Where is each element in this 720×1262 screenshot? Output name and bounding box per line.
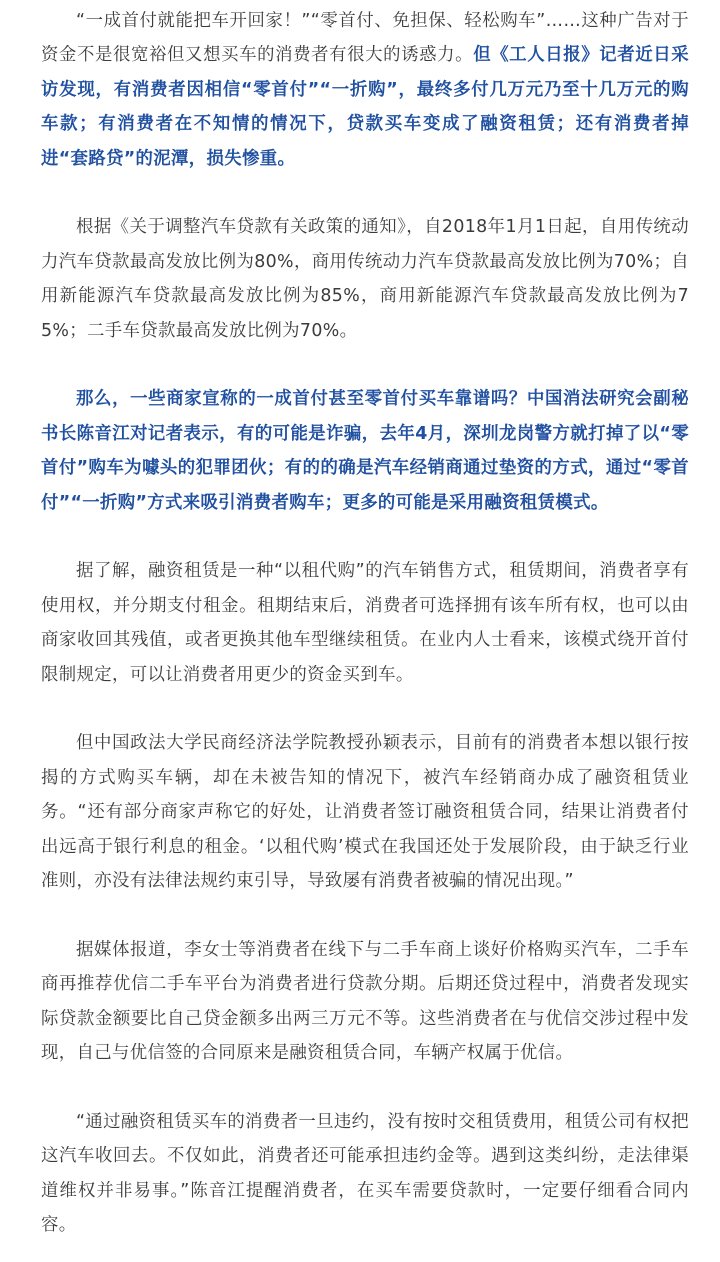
intro-normal-text: “一成首付就能把车开回家！”“零首付、免担保、轻松购车”……这种广告对于资金不是很宽裕但又想买车的消费者有很大的诱惑力。 bbox=[41, 11, 689, 66]
intro-emphasis-text: 但《工人日报》记者近日采访发现，有消费者因相信“零首付”“一折购”，最终多付几万元乃至十几万元的购车款；有消费者在不知情的情况下，贷款买车变成了融资租赁；还有消费者掉进“套路贷”的泥潭，损失惨重。 bbox=[41, 45, 690, 169]
paragraph-loan-policy: 根据《关于调整汽车贷款有关政策的通知》，自2018年1月1日起，自用传统动力汽车贷款最高发放比例为80%，商用传统动力汽车贷款最高发放比例为70%；自用新能源汽车贷款最高发放比例为85%，商用新能源汽车贷款最高发放比例为75%；二手车贷款最高发放比例为70%。 bbox=[41, 217, 689, 341]
paragraph-financial-leasing: 据了解，融资租赁是一种“以租代购”的汽车销售方式，租赁期间，消费者享有使用权，并分期支付租金。租期结束后，消费者可选择拥有该车所有权，也可以由商家收回其残值，或者更换其他车型继续租赁。在业内人士看来，该模式绕开首付限制规定，可以让消费者用更少的资金买到车。 bbox=[41, 561, 689, 685]
paragraph-intro bbox=[41, 4, 689, 176]
paragraph-professor-quote: 但中国政法大学民商经济法学院教授孙颖表示，目前有的消费者本想以银行按揭的方式购买车辆，却在未被告知的情况下，被汽车经销商办成了融资租赁业务。“还有部分商家声称它的好处，让消费者签订融资租赁合同，结果让消费者付出远高于银行利息的租金。‘以租代购’模式在我国还处于发展阶段，由于缺乏行业准则，亦没有法律法规约束引导，导致屡有消费者被骗的情况出现。” bbox=[41, 733, 689, 892]
paragraph-expert-question: 那么，一些商家宣称的一成首付甚至零首付买车靠谱吗？中国消法研究会副秘书长陈音江对记者表示，有的可能是诈骗，去年4月，深圳龙岗警方就打掉了以“零首付”购车为噱头的犯罪团伙；有的的确是汽车经销商通过垫资的方式，通过“零首付”“一折购”方式来吸引消费者购车；更多的可能是采用融资租赁模式。 bbox=[41, 389, 689, 513]
article-body bbox=[41, 4, 689, 1243]
paragraph-consumer-warning: “通过融资租赁买车的消费者一旦违约，没有按时交租赁费用，租赁公司有权把这汽车收回去。不仅如此，消费者还可能承担违约金等。遇到这类纠纷，走法律渠道维权并非易事。”陈音江提醒消费者，在买车需要贷款时，一定要仔细看合同内容。 bbox=[41, 1111, 689, 1236]
paragraph-media-report: 据媒体报道，李女士等消费者在线下与二手车商上谈好价格购买汽车，二手车商再推荐优信二手车平台为消费者进行贷款分期。后期还贷过程中，消费者发现实际贷款金额要比自己贷金额多出两三万元不等。这些消费者在与优信交涉过程中发现，自己与优信签的合同原来是融资租赁合同，车辆产权属于优信。 bbox=[41, 939, 689, 1064]
